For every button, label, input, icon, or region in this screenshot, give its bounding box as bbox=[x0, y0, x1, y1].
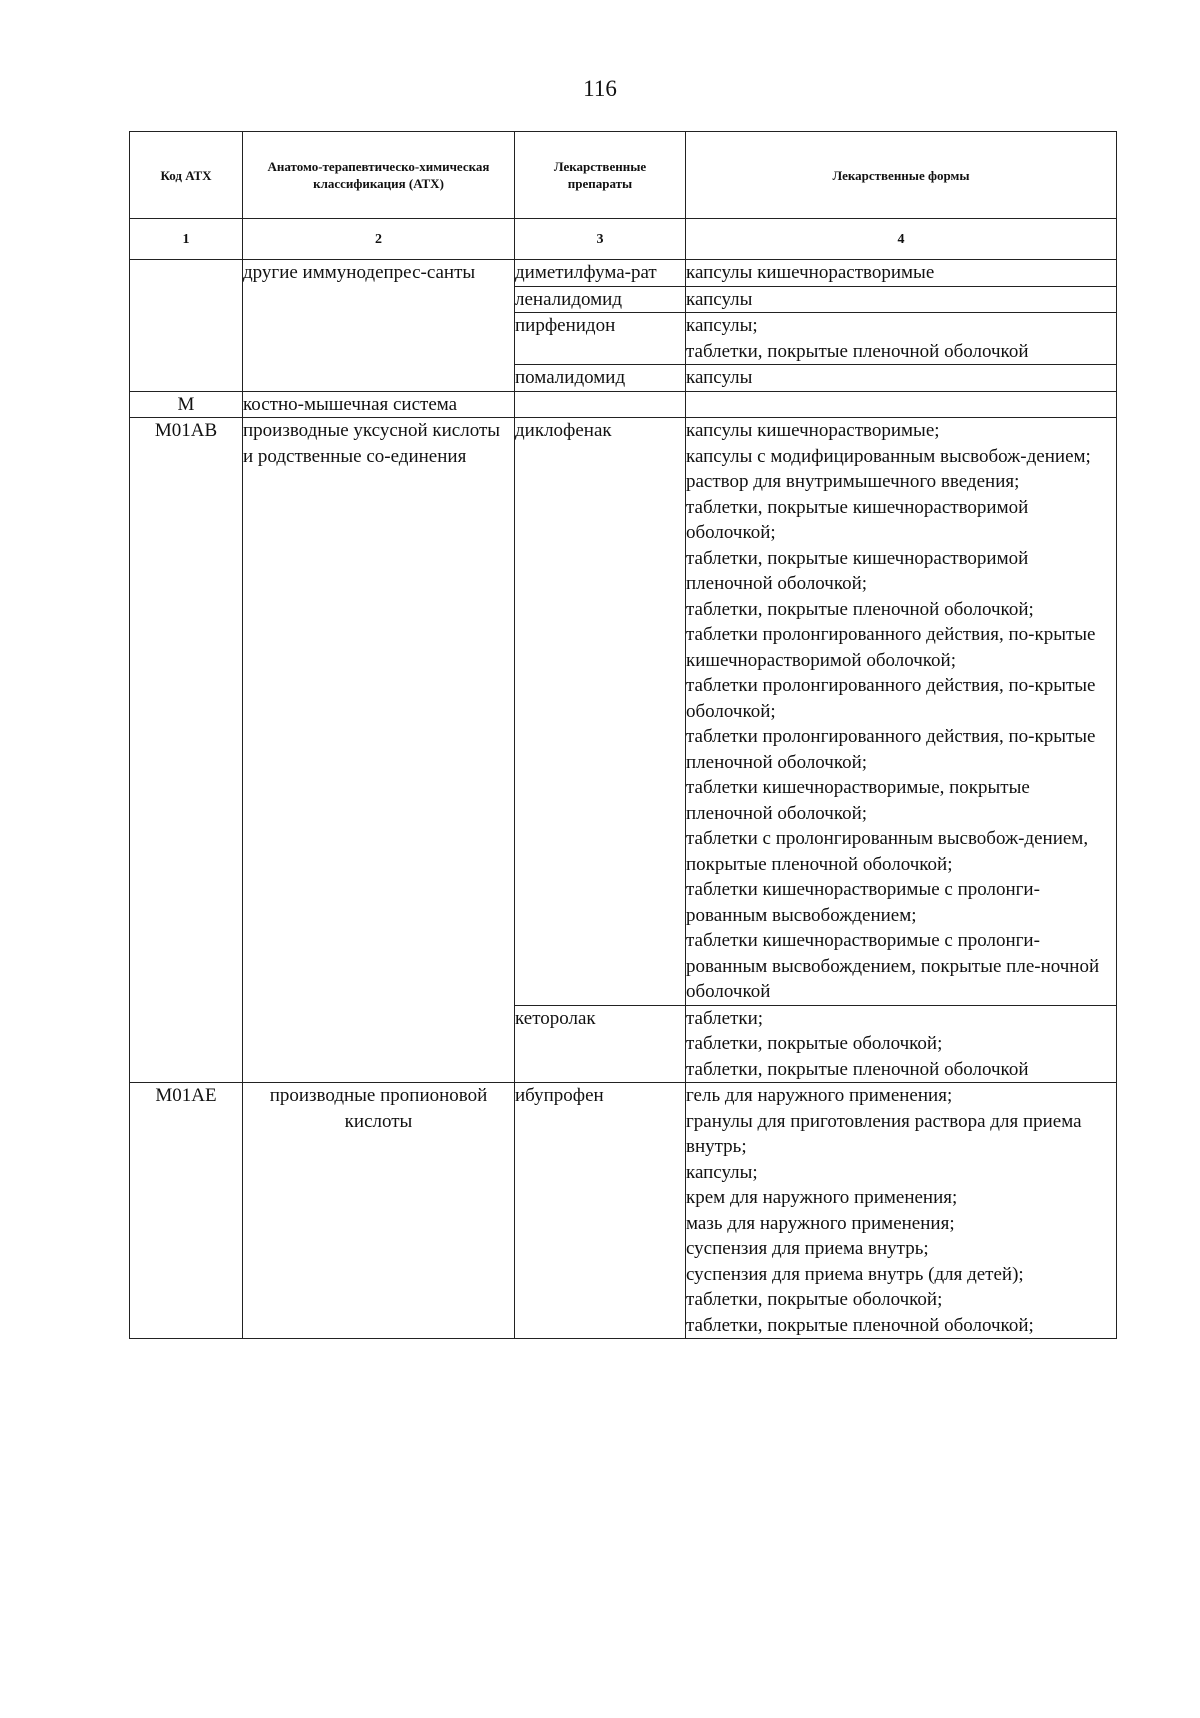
drug-name-cell: диклофенак bbox=[515, 418, 686, 1006]
dosage-form-item: капсулы с модифицированным высвобож-дением; bbox=[686, 445, 1091, 467]
dosage-form-item: таблетки, покрытые кишечнорастворимой пленочной оболочкой; bbox=[686, 547, 1029, 594]
atx-table bbox=[129, 131, 1117, 1339]
classification-cell: производные уксусной кислоты и родственные со-единения bbox=[243, 418, 515, 1083]
table-body bbox=[130, 260, 1117, 1339]
dosage-forms-cell bbox=[686, 365, 1117, 392]
column-number: 3 bbox=[515, 219, 686, 260]
dosage-form-item: суспензия для приема внутрь; bbox=[686, 1238, 929, 1259]
drug-name-cell: ибупрофен bbox=[515, 1083, 686, 1339]
table-row bbox=[130, 260, 1117, 287]
dosage-form-item: таблетки, покрытые пленочной оболочкой; bbox=[686, 598, 1034, 620]
dosage-form-item: гранулы для приготовления раствора для приема внутрь; bbox=[686, 1110, 1082, 1157]
dosage-form-item: таблетки кишечнорастворимые, покрытые пленочной оболочкой; bbox=[686, 777, 1030, 824]
atx-code-cell: M01AE bbox=[130, 1083, 243, 1339]
dosage-form-item: раствор для внутримышечного введения; bbox=[686, 471, 1020, 492]
table-row bbox=[130, 1083, 1117, 1339]
atx-code-cell: M bbox=[130, 391, 243, 418]
dosage-form-item: суспензия для приема внутрь (для детей); bbox=[686, 1263, 1024, 1285]
dosage-form-item: таблетки, покрытые пленочной оболочкой; bbox=[686, 1314, 1034, 1336]
dosage-form-item: гель для наружного применения; bbox=[686, 1085, 953, 1106]
dosage-forms-cell bbox=[686, 1083, 1117, 1339]
dosage-form-item: таблетки пролонгированного действия, по-крытые оболочкой; bbox=[686, 675, 1096, 722]
classification-cell: производные пропионовой кислоты bbox=[243, 1083, 515, 1339]
column-number: 4 bbox=[686, 219, 1117, 260]
page-number: 116 bbox=[583, 76, 617, 101]
dosage-form-item: таблетки кишечнорастворимые с пролонги-рованным высвобождением, покрытые пле-ночной оболочкой bbox=[686, 930, 1100, 1002]
drug-name-cell: леналидомид bbox=[515, 286, 686, 313]
dosage-form-item: капсулы кишечнорастворимые; bbox=[686, 420, 940, 441]
dosage-form-item: таблетки, покрытые пленочной оболочкой bbox=[686, 340, 1029, 362]
drug-name-cell: кеторолак bbox=[515, 1005, 686, 1083]
table-row bbox=[130, 391, 1117, 418]
header-forms: Лекарственные формы bbox=[686, 132, 1117, 219]
dosage-form-item: капсулы кишечнорастворимые bbox=[686, 262, 935, 283]
classification-cell: костно-мышечная система bbox=[243, 391, 515, 418]
atx-code-cell bbox=[130, 260, 243, 392]
drug-name-cell: диметилфума-рат bbox=[515, 260, 686, 287]
dosage-form-item: таблетки пролонгированного действия, по-крытые кишечнорастворимой оболочкой; bbox=[686, 624, 1096, 671]
dosage-form-item: капсулы; bbox=[686, 1161, 758, 1183]
table-header-row bbox=[130, 132, 1117, 219]
drug-name-cell bbox=[515, 391, 686, 418]
classification-cell: другие иммунодепрес-санты bbox=[243, 260, 515, 392]
drug-name-cell: пирфенидон bbox=[515, 313, 686, 365]
header-code: Код АТХ bbox=[130, 132, 243, 219]
dosage-forms-cell bbox=[686, 1005, 1117, 1083]
column-number-row bbox=[130, 219, 1117, 260]
table-row bbox=[130, 418, 1117, 1006]
dosage-form-item: крем для наружного применения; bbox=[686, 1187, 958, 1208]
column-number: 1 bbox=[130, 219, 243, 260]
dosage-forms-cell bbox=[686, 260, 1117, 287]
dosage-form-item: капсулы bbox=[686, 288, 753, 310]
dosage-form-item: таблетки, покрытые кишечнорастворимой оболочкой; bbox=[686, 496, 1029, 543]
dosage-form-item: капсулы bbox=[686, 367, 753, 388]
dosage-forms-cell bbox=[686, 418, 1117, 1006]
dosage-form-item: таблетки с пролонгированным высвобож-дением, покрытые пленочной оболочкой; bbox=[686, 828, 1089, 875]
dosage-form-item: таблетки кишечнорастворимые с пролонги-рованным высвобождением; bbox=[686, 879, 1040, 926]
dosage-form-item: капсулы; bbox=[686, 315, 758, 336]
dosage-form-item: мазь для наружного применения; bbox=[686, 1212, 955, 1234]
dosage-forms-cell bbox=[686, 286, 1117, 313]
column-number: 2 bbox=[243, 219, 515, 260]
dosage-form-item: таблетки; bbox=[686, 1007, 764, 1029]
dosage-forms-cell bbox=[686, 391, 1117, 418]
dosage-forms-cell bbox=[686, 313, 1117, 365]
header-classification: Анатомо-терапевтическо-химическая классификация (АТХ) bbox=[243, 132, 515, 219]
dosage-form-item: таблетки пролонгированного действия, по-крытые пленочной оболочкой; bbox=[686, 726, 1096, 773]
header-drugs: Лекарственные препараты bbox=[515, 132, 686, 219]
atx-code-cell: M01AB bbox=[130, 418, 243, 1083]
drug-name-cell: помалидомид bbox=[515, 365, 686, 392]
dosage-form-item: таблетки, покрытые пленочной оболочкой bbox=[686, 1058, 1029, 1080]
dosage-form-item: таблетки, покрытые оболочкой; bbox=[686, 1033, 943, 1054]
dosage-form-item: таблетки, покрытые оболочкой; bbox=[686, 1289, 943, 1310]
